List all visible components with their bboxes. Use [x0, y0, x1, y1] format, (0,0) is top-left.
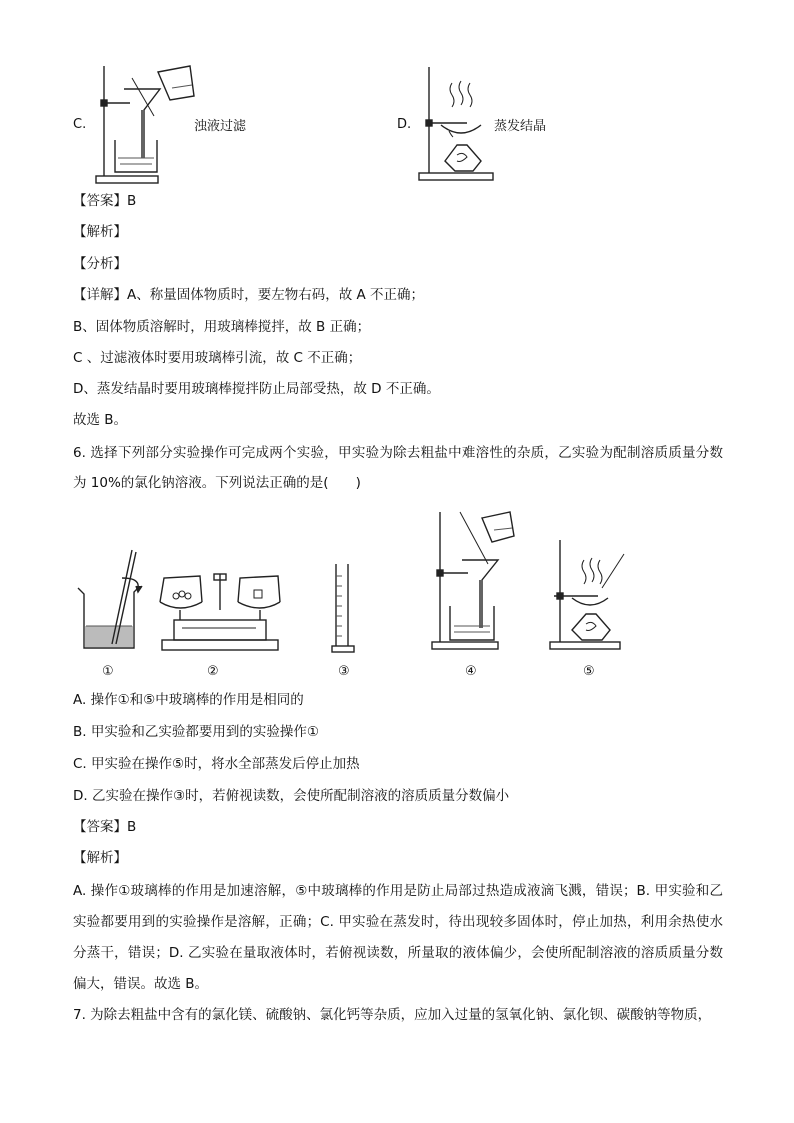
dissolving-beaker-figure	[74, 548, 144, 653]
figure-label-4: ④	[465, 664, 477, 679]
q5-detail-a: 【详解】A、称量固体物质时，要左物右码，故 A 不正确；	[73, 287, 425, 303]
filtration-caption: 浊液过滤	[194, 119, 247, 134]
q6-stem: 6. 选择下列部分实验操作可完成两个实验，甲实验为除去粗盐中难溶性的杂质，乙实验为配制溶质质量分数为 10%的氯化钠溶液。下列说法正确的是( )	[73, 445, 723, 491]
q5-answer: 【答案】B	[73, 193, 137, 209]
q6-explanation: A. 操作①玻璃棒的作用是加速溶解，⑤中玻璃棒的作用是防止局部过热造成液滴飞溅，错误；B. 甲实验和乙实验都要用到的实验操作是溶解，正确；C. 甲实验在蒸发时，待出现较多固体时，停止加热，利用余热使水分蒸干，错误；D. 乙实验在量取液体时，若俯视读数，所量取的液体偏少，会使所配制溶液的溶质质量分数偏大，错误。故选 B。	[73, 883, 723, 992]
balance-figure	[156, 570, 284, 654]
q5-detail-b: B、固体物质溶解时，用玻璃棒搅拌，故 B 正确；	[73, 319, 371, 335]
q6-answer: 【答案】B	[73, 819, 137, 835]
figure-label-1: ①	[102, 664, 114, 679]
option-d-letter: D.	[397, 117, 412, 132]
q5-analysis-heading: 【解析】	[73, 224, 127, 240]
figure-label-2: ②	[207, 664, 219, 679]
evaporation-caption: 蒸发结晶	[494, 119, 547, 134]
q5-detail-d: D、蒸发结晶时要用玻璃棒搅拌防止局部受热，故 D 不正确。	[73, 381, 440, 397]
evaporation-figure	[548, 538, 632, 654]
evaporation-apparatus-figure	[415, 65, 505, 185]
q6-option-c: C. 甲实验在操作⑤时，将水全部蒸发后停止加热	[73, 756, 360, 772]
figure-label-3: ③	[338, 664, 350, 679]
q7-stem: 7. 为除去粗盐中含有的氯化镁、硫酸钠、氯化钙等杂质，应加入过量的氢氧化钠、氯化钡、碳酸钠等物质，	[73, 1007, 712, 1023]
q5-conclusion: 故选 B。	[73, 412, 128, 428]
q6-option-b: B. 甲实验和乙实验都要用到的实验操作①	[73, 724, 319, 740]
q6-option-a: A. 操作①和⑤中玻璃棒的作用是相同的	[73, 692, 304, 708]
q5-detail-c: C 、过滤液体时要用玻璃棒引流，故 C 不正确；	[73, 350, 362, 366]
q5-fenxi-heading: 【分析】	[73, 256, 127, 272]
q6-option-d: D. 乙实验在操作③时，若俯视读数，会使所配制溶液的溶质质量分数偏小	[73, 788, 510, 804]
figure-label-5: ⑤	[583, 664, 595, 679]
option-c-letter: C.	[73, 117, 87, 132]
measuring-cylinder-figure	[330, 562, 360, 656]
q6-analysis-heading: 【解析】	[73, 850, 127, 866]
filtration-apparatus-figure	[90, 58, 200, 188]
filtration-figure	[428, 510, 524, 654]
